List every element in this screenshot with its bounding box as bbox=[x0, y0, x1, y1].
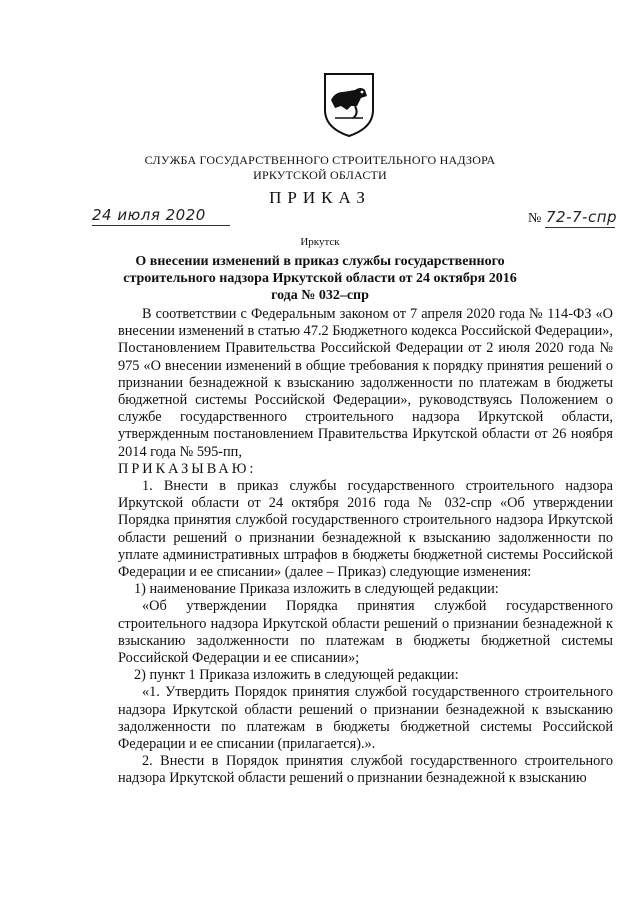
item-2-paragraph: 2. Внести в Порядок принятия службой государственного строительного надзора Иркутской области решений о признании безнадежной к взысканию bbox=[118, 753, 613, 787]
number-sign: № bbox=[528, 211, 542, 226]
prikazyvayu-heading: ПРИКАЗЫВАЮ: bbox=[118, 460, 257, 477]
city-name: Иркутск bbox=[300, 236, 340, 248]
document-body bbox=[118, 306, 613, 788]
handwritten-number: 72-7-спр bbox=[546, 208, 618, 226]
subitem-2: 2) пункт 1 Приказа изложить в следующей редакции: bbox=[134, 667, 459, 684]
document-type: ПРИКАЗ bbox=[269, 188, 371, 207]
document-title: О внесении изменений в приказ службы государственного строительного надзора Иркутской области от 24 октября 2016 года № 032–спр bbox=[123, 254, 517, 303]
irkutsk-coat-of-arms-icon bbox=[321, 70, 377, 138]
quote-2-paragraph: «1. Утвердить Порядок принятия службой государственного строительного надзора Иркутской области решений о признании безнадежной к взысканию задолженности по платежам в бюджеты бюджетной системы Российской Федерации и ее списании (прилагается).». bbox=[118, 684, 613, 753]
handwritten-date: 24 июля 2020 bbox=[92, 206, 206, 224]
subitem-1: 1) наименование Приказа изложить в следующей редакции: bbox=[134, 581, 499, 598]
item-1-paragraph: 1. Внести в приказ службы государственного строительного надзора Иркутской области от 24 октября 2016 года № 032-спр «Об утверждении Порядка принятия службой государственного строительного надзора Иркутской области решений о признании безнадежной к взысканию задолженности по уплате административных штрафов в бюджеты бюджетной системы Российской Федерации и ее списании» (далее – Приказ) следующие изменения: bbox=[118, 478, 613, 581]
number-underline bbox=[545, 227, 615, 228]
org-name-line1: СЛУЖБА ГОСУДАРСТВЕННОГО СТРОИТЕЛЬНОГО НАДЗОРА bbox=[144, 153, 496, 167]
quote-1-paragraph: «Об утверждении Порядка принятия службой государственного строительного надзора Иркутской области решений о признании безнадежной к взысканию задолженности по платежам в бюджеты бюджетной системы Российской Федерации и ее списании»; bbox=[118, 598, 613, 667]
document-number bbox=[528, 208, 620, 232]
date-underline bbox=[92, 225, 230, 226]
preamble-paragraph: В соответствии с Федеральным законом от 7 апреля 2020 года № 114-ФЗ «О внесении изменений в статью 47.2 Бюджетного кодекса Российской Федерации», Постановлением Правительства Российской Федерации от 2 июля 2020 года № 975 «О внесении изменений в общие требования к порядку принятия решений о признании безнадежной к взысканию задолженности по платежам в бюджеты бюджетной системы Российской Федерации», руководствуясь Положением о службе государственного строительного надзора Иркутской области, утвержденным постановлением Правительства Иркутской области от 26 ноября 2014 года № 595-пп, bbox=[118, 306, 613, 460]
org-name-line2: ИРКУТСКОЙ ОБЛАСТИ bbox=[253, 168, 387, 182]
